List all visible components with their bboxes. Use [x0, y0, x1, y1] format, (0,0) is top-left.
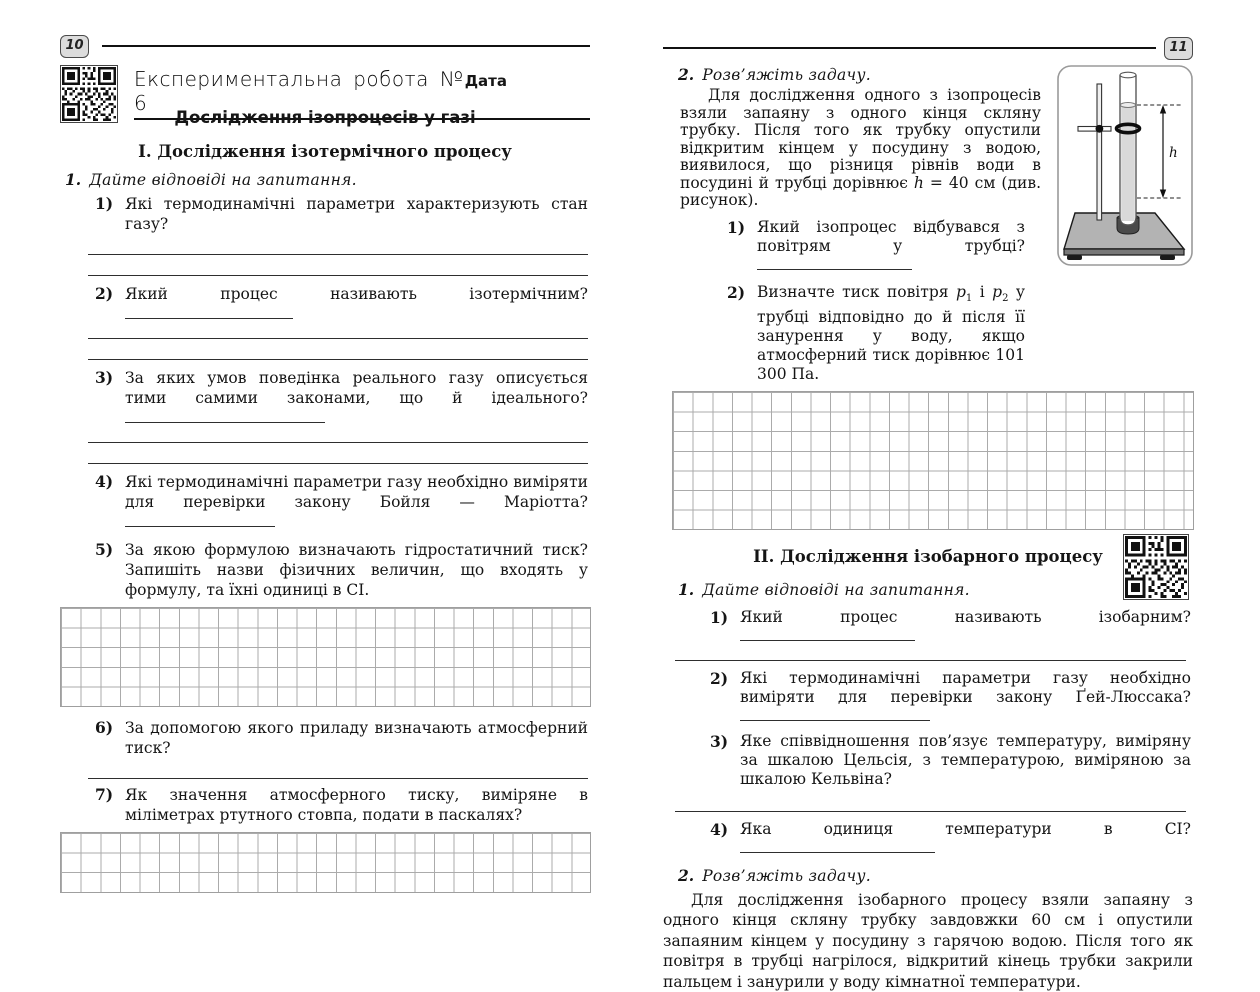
question-item: [710, 283, 1027, 384]
task-label: Розв’яжіть задачу.: [702, 866, 871, 885]
question-text: Визначте тиск повітря $p_1$ і $p_2$ у трубці відповідно до й після її занурення у воду, якщо атмосферний тиск дорівнює 101 300 Па.: [757, 282, 1025, 383]
question-item: [95, 368, 590, 428]
question-text: За яких умов поведінка реального газу описується тими самими законами, що й ідеального?: [125, 368, 590, 428]
answer-line-inline: [125, 305, 293, 319]
question-text: За якою формулою визначають гідростатичний тиск? Запишіть назви фізичних величин, що входять у формулу, та їхні одиниці в СІ.: [125, 541, 588, 599]
question-text: Яке співвідношення пов’язує температуру, виміряну за шкалою Цельсія, з температурою, виміряною за шкалою Кельвіна?: [740, 731, 1191, 788]
section-2-row: [663, 546, 1193, 568]
question-item: [95, 284, 590, 324]
question-text: За допомогою якого приладу визначають атмосферний тиск?: [125, 719, 588, 757]
answer-line: [88, 443, 588, 464]
question-item: [710, 820, 1193, 858]
question-item: [710, 218, 1027, 275]
answer-line-inline: [125, 409, 325, 423]
question-number: 1): [95, 194, 114, 213]
answer-grid: [60, 607, 591, 707]
question-number: 3): [710, 731, 729, 751]
apparatus-figure: [1057, 65, 1193, 266]
question-text: Як значення атмосферного тиску, виміряне в міліметрах ртутного стовпа, подати в паскалях?: [125, 786, 588, 824]
problem-1-text: Для дослідження одного з ізопроцесів взяли запаяну з одного кінця скляну трубку. Після того як трубку опустили відкритим кінцем у посудину з водою, виявилося, що різниця рівнів води в посудині й трубці дорівнює h = 40 см (див. рисунок).: [680, 86, 1041, 209]
task-1-line: [60, 170, 590, 190]
task-number: 2.: [678, 65, 695, 84]
question-item: [95, 540, 590, 600]
question-number: 3): [95, 368, 114, 387]
date-label: Дата: [464, 72, 507, 90]
right-page: [663, 37, 1193, 992]
answer-line-inline: [125, 513, 275, 527]
answer-line-inline: [740, 627, 915, 641]
task-label: Дайте відповіді на запитання.: [702, 580, 970, 599]
answer-line-inline: [740, 707, 930, 721]
page-number-badge: 10: [60, 35, 89, 58]
answer-line: [88, 255, 588, 276]
question-number: 7): [95, 785, 114, 804]
answer-line: [675, 791, 1186, 812]
question-number: 2): [95, 284, 114, 303]
question-number: 4): [710, 819, 729, 839]
question-text: Який процес називають ізотермічним?: [125, 284, 590, 324]
section-2-heading: ІІ. Дослідження ізобарного процесу: [753, 546, 1103, 566]
question-number: 2): [727, 282, 746, 302]
figure-h-label: h: [1169, 145, 1178, 161]
qr-code-icon: [60, 65, 118, 123]
question-item: [710, 669, 1193, 726]
top-rule: [102, 45, 590, 47]
section-2-questions: [663, 608, 1193, 858]
worksheet-title: Експериментальна робота № 6: [134, 67, 464, 115]
question-text: Який процес називають ізобарним?: [740, 608, 1193, 646]
page-number-badge: 11: [1164, 37, 1193, 60]
top-rule: [663, 47, 1156, 49]
task-2b-line: [663, 866, 1193, 886]
task-number: 2.: [678, 865, 695, 885]
question-number: 1): [727, 217, 746, 237]
task-number: 1.: [678, 579, 695, 599]
problem-2-text: Для дослідження ізобарного процесу взяли запаяну з одного кінця скляну трубку завдовжки 60 см і опустили запаяним кінцем у посудину з гарячою водою. Після того як повітря в трубці нагрілося, відкритий кінець трубки закрили пальцем і занурили у воду кімнатної температури.: [663, 890, 1193, 991]
question-text: Які термодинамічні параметри характеризують стан газу?: [125, 195, 588, 233]
question-item: [95, 718, 590, 758]
answer-line: [88, 339, 588, 360]
section-1-heading: І. Дослідження ізотермічного процесу: [138, 142, 512, 161]
question-item: [710, 732, 1193, 789]
answer-grid: [60, 832, 591, 893]
problem-1: [663, 87, 1193, 384]
right-page-top-rule-row: [663, 37, 1193, 59]
answer-line: [88, 234, 588, 255]
answer-line-inline: [757, 256, 912, 270]
question-item: [95, 472, 590, 532]
task-label: Розв’яжіть задачу.: [702, 66, 871, 84]
answer-line-inline: [740, 839, 935, 853]
task-label: Дайте відповіді на запитання.: [89, 171, 357, 189]
question-number: 1): [710, 607, 729, 627]
question-text: Які термодинамічні параметри газу необхідно виміряти для перевірки закону Бойля — Маріотта?: [125, 472, 590, 532]
subject-title: Дослідження ізопроцесів у газі: [174, 108, 476, 127]
task-number: 1.: [65, 170, 82, 189]
question-item: [95, 785, 590, 825]
question-number: 2): [710, 668, 729, 688]
question-number: 6): [95, 718, 114, 737]
left-page-top-rule-row: [60, 35, 590, 57]
qr-code-icon: [1123, 534, 1189, 600]
task-1-line: [663, 580, 1193, 600]
question-number: 4): [95, 472, 114, 491]
h-symbol: h: [913, 173, 924, 192]
question-item: [710, 608, 1193, 646]
left-page: [60, 35, 590, 893]
answer-grid: [672, 391, 1194, 530]
question-item: [95, 194, 590, 234]
answer-line: [88, 758, 588, 779]
question-text: Яка одиниця температури в СІ?: [740, 820, 1193, 858]
question-text: Який ізопроцес відбувався з повітрям у трубці?: [757, 218, 1027, 275]
question-number: 5): [95, 540, 114, 559]
question-text: Які термодинамічні параметри газу необхідно виміряти для перевірки закону Ґей-Люссака?: [740, 669, 1193, 726]
